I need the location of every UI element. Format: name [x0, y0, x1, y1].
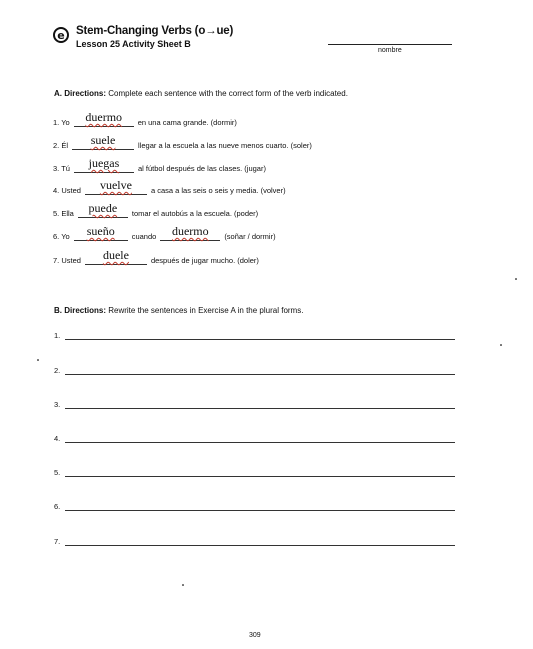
- writing-line[interactable]: [65, 509, 455, 511]
- exercise-b-line-number: 7.: [54, 537, 61, 546]
- handwritten-answer: suele: [90, 133, 116, 147]
- section-b-directions-text: Rewrite the sentences in Exercise A in the plural forms.: [106, 306, 304, 315]
- worksheet-subtitle: Lesson 25 Activity Sheet B: [76, 39, 191, 49]
- scan-speck: [515, 278, 517, 280]
- exercise-a-item-number: 7. Usted: [53, 256, 81, 265]
- worksheet-title: Stem-Changing Verbs (o→ue): [76, 25, 234, 37]
- exercise-a-item-number: 4. Usted: [53, 186, 81, 195]
- section-b-directions-label: B. Directions:: [54, 306, 107, 315]
- scan-speck: [182, 584, 184, 586]
- exercise-a-item: [53, 178, 286, 195]
- sentence-text: después de jugar mucho. (doler): [150, 256, 259, 265]
- exercise-b-line-number: 4.: [54, 434, 61, 443]
- exercise-a-item: [53, 133, 312, 150]
- answer-blank[interactable]: [78, 201, 128, 218]
- writing-line[interactable]: [65, 475, 455, 477]
- exercise-a-item: [53, 201, 259, 218]
- handwritten-answer: puede: [88, 201, 118, 215]
- worksheet-logo-icon: e: [53, 27, 69, 43]
- sentence-text: (soñar / dormir): [224, 232, 276, 241]
- name-field-line[interactable]: [328, 44, 452, 45]
- page-number: 309: [249, 632, 261, 639]
- handwritten-answer: duermo: [171, 224, 209, 238]
- section-a-directions-text: Complete each sentence with the correct form of the verb indicated.: [106, 89, 348, 98]
- exercise-b-line: [54, 331, 455, 340]
- exercise-a-item-number: 6. Yo: [53, 232, 70, 241]
- exercise-b-line: [54, 502, 455, 511]
- answer-blank[interactable]: [72, 133, 134, 150]
- exercise-a-item: [53, 156, 266, 173]
- exercise-a-item: [53, 224, 276, 241]
- exercise-a-item-number: 5. Ella: [53, 209, 74, 218]
- exercise-b-line-number: 2.: [54, 366, 61, 375]
- exercise-a-item-number: 3. Tú: [53, 164, 70, 173]
- answer-blank[interactable]: [74, 224, 128, 241]
- sentence-text: tomar el autobús a la escuela. (poder): [131, 209, 259, 218]
- sentence-text: en una cama grande. (dormir): [137, 118, 237, 127]
- writing-line[interactable]: [65, 373, 455, 375]
- answer-blank[interactable]: [160, 224, 220, 241]
- answer-blank[interactable]: [74, 110, 134, 127]
- section-a-directions-label: A. Directions:: [54, 89, 107, 98]
- exercise-b-line-number: 5.: [54, 468, 61, 477]
- exercise-a-item-number: 1. Yo: [53, 118, 70, 127]
- name-label: nombre: [378, 47, 402, 54]
- sentence-text: llegar a la escuela a las nueve menos cuarto. (soler): [138, 141, 312, 150]
- answer-blank[interactable]: [74, 156, 134, 173]
- handwritten-answer: duele: [102, 248, 129, 262]
- exercise-b-line-number: 6.: [54, 502, 61, 511]
- writing-line[interactable]: [65, 338, 455, 340]
- answer-blank[interactable]: [85, 248, 147, 265]
- exercise-b-line: [54, 468, 455, 477]
- scan-speck: [500, 344, 502, 346]
- handwritten-answer: juegas: [88, 156, 120, 170]
- scan-speck: [37, 359, 39, 361]
- sentence-text: a casa a las seis o seis y media. (volver): [150, 186, 286, 195]
- handwritten-answer: duermo: [85, 110, 123, 124]
- exercise-b-line: [54, 537, 455, 546]
- exercise-b-line-number: 1.: [54, 331, 61, 340]
- sentence-text: cuando: [131, 232, 157, 241]
- exercise-b-line: [54, 434, 455, 443]
- handwritten-answer: sueño: [86, 224, 115, 238]
- section-b-directions: [54, 306, 303, 315]
- exercise-a-item: [53, 248, 259, 265]
- writing-line[interactable]: [65, 544, 455, 546]
- writing-line[interactable]: [65, 407, 455, 409]
- exercise-a-item: [53, 110, 237, 127]
- sentence-text: al fútbol después de las clases. (jugar): [137, 164, 266, 173]
- answer-blank[interactable]: [85, 178, 147, 195]
- handwritten-answer: vuelve: [99, 178, 132, 192]
- section-a-directions: [54, 89, 348, 98]
- exercise-b-line: [54, 400, 455, 409]
- exercise-b-line: [54, 366, 455, 375]
- writing-line[interactable]: [65, 441, 455, 443]
- exercise-b-line-number: 3.: [54, 400, 61, 409]
- exercise-a-item-number: 2. Él: [53, 141, 69, 150]
